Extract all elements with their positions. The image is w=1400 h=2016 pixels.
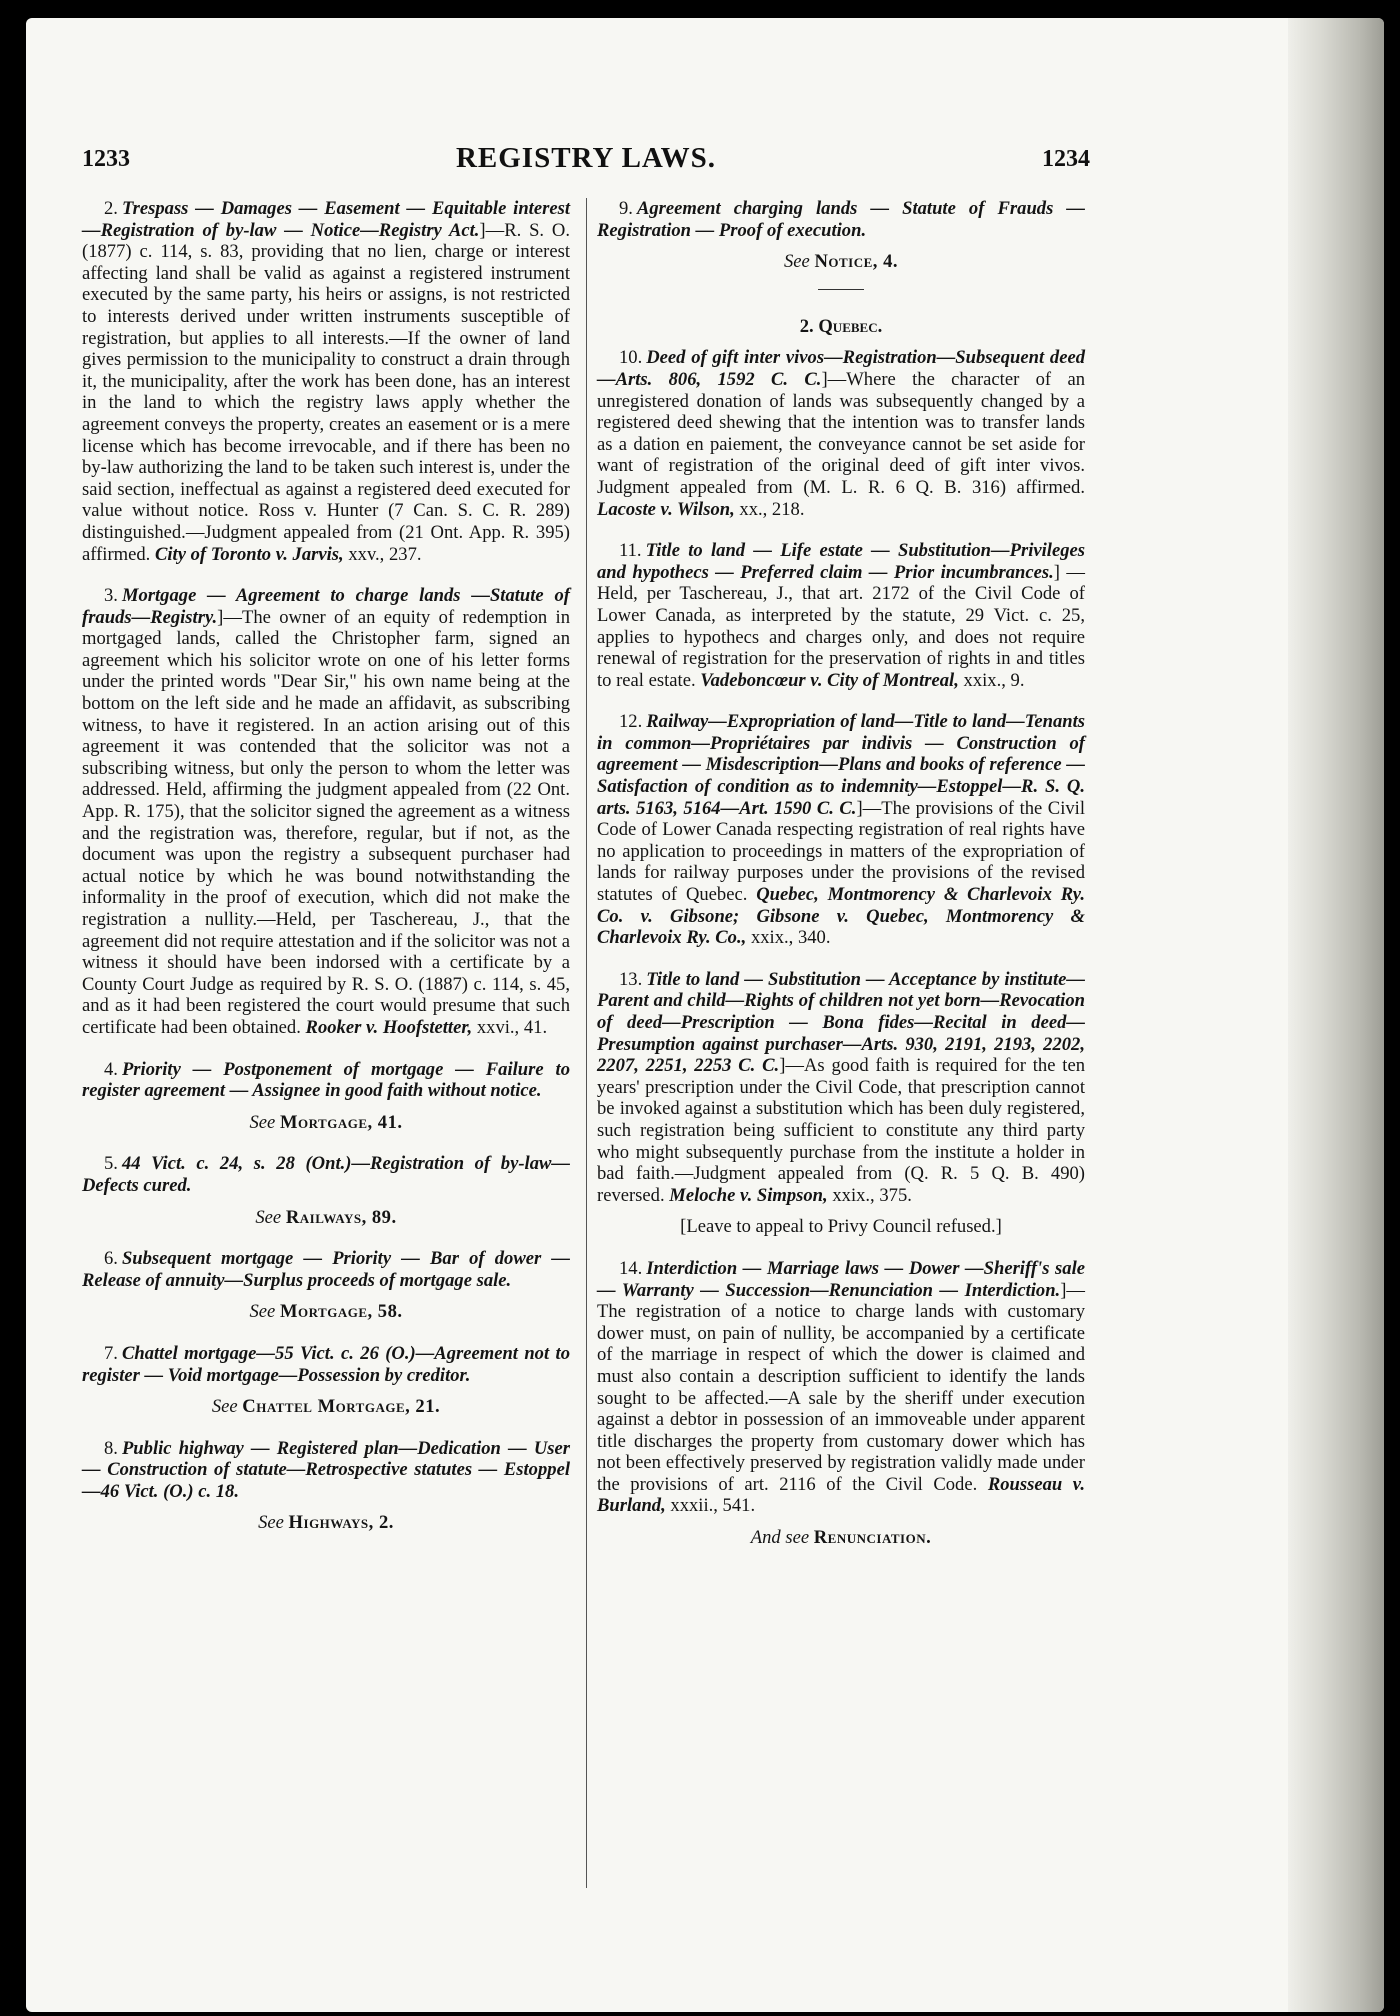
- left-column: [82, 198, 570, 1554]
- entry-12: [597, 711, 1085, 949]
- see-target: Mortgage, 41.: [279, 1111, 403, 1133]
- entry-number: 7.: [104, 1342, 118, 1364]
- entry-heading: Public highway — Registered plan—Dedication — User — Construction of statute—Retrospective statutes — Estoppel—46 Vict. (O.) c. 18.: [82, 1437, 570, 1502]
- entry-heading: Subsequent mortgage — Priority — Bar of dower — Release of annuity—Surplus proceeds of mortgage sale.: [82, 1248, 570, 1291]
- see-word: See: [249, 1301, 276, 1323]
- entry-text: ]—R. S. O. (1877) c. 114, s. 83, providing that no lien, charge or interest affecting land shall be valid as against a registered instrument executed by the same party, his heirs or assigns, is not restricted to interests derived under written instruments susceptible of registration, but applies to all interests.—If the owner of land gives permission to the municipality to construct a drain through it, the municipality, after the work has been done, has an interest in the land to which the registry laws apply whether the agreement conveys the property, creates an easement or is a mere license which has become irrevocable, and if there has been no by-law authorizing the land to be taken such interest is, under the said section, ineffectual as against a registered deed executed for value without notice. Ross v. Hunter (7 Can. S. C. R. 289) distinguished.—Judgment appealed from (21 Ont. App. R. 395) affirmed.: [82, 219, 570, 565]
- entry-text: ]—As good faith is required for the ten years' prescription under the Civil Code, that prescription cannot be invoked against a substitution which has been duly registered, such registration being sufficient to constitute any third party who might subsequently purchase from the institute a holder in bad faith.—Judgment appealed from (Q. R. 5 Q. B. 490) reversed.: [597, 1055, 1085, 1206]
- see-target: Chattel Mortgage, 21.: [242, 1396, 441, 1418]
- entry-7: [82, 1343, 570, 1386]
- entry-heading: Title to land — Substitution — Acceptance by institute—Parent and child—Rights of children not yet born—Revocation of deed—Prescription — Bona fides—Recital in deed—Presumption against purchaser—Arts. 930, 2191, 2193, 2202, 2207, 2251, 2253 C. C.: [597, 968, 1085, 1077]
- see-reference: [597, 1527, 1085, 1549]
- entry-4: [82, 1059, 570, 1102]
- case-name: Rooker v. Hoofstetter,: [305, 1016, 473, 1038]
- entry-text: ]—The provisions of the Civil Code of Lower Canada respecting registration of real rights have no application to proceedings in matters of the expropriation of lands for railway purposes under the provisions of the revised statutes of Quebec.: [597, 797, 1086, 906]
- case-citation: xxxii., 541.: [670, 1495, 756, 1517]
- see-word: See: [258, 1512, 284, 1534]
- entry-text: ]—Where the character of an unregistered donation of lands was subsequently changed by a registered deed shewing that the intention was to transfer lands as a dation en paiement, the conveyance cannot be set aside for want of registration of the original deed of gift inter vivos. Judgment appealed from (M. L. R. 6 Q. B. 316) affirmed.: [597, 368, 1085, 498]
- right-column: [597, 198, 1085, 1569]
- case-name: Quebec, Montmorency & Charlevoix Ry. Co. v. Gibsone; Gibsone v. Quebec, Montmorency & Charlevoix Ry. Co.,: [597, 884, 1085, 949]
- case-citation: xx., 218.: [739, 498, 805, 520]
- entry-heading: Interdiction — Marriage laws — Dower —Sheriff's sale — Warranty — Succession—Renunciation — Interdiction.: [597, 1257, 1085, 1301]
- entry-text: ]—The owner of an equity of redemption in mortgaged lands, called the Christopher farm, signed an agreement which his solicitor wrote on one of his letter forms under the printed words "Dear Sir," his own name being at the bottom on the left side and he made an affidavit, as subscribing witness, to have it registered. In an action arising out of this agreement it was contended that the solicitor was not a subscribing witness, but only the person to whom the letter was addressed. Held, affirming the judgment appealed from (22 Ont. App. R. 175), that the solicitor signed the agreement as a witness and the registration was, therefore, regular, but if not, as the document was upon the registry a subsequent purchaser had actual notice by which he was bound notwithstanding the informality in the proof of execution, which did not make the registration a nullity.—Held, per Taschereau, J., that the agreement did not require attestation and if the solicitor was not a witness it should have been indorsed with a certificate by a County Court Judge as required by R. S. O. (1887) c. 114, s. 45, and as it had been registered the court would presume that such certificate had been obtained.: [82, 606, 570, 1038]
- entry-heading: Priority — Postponement of mortgage — Failure to register agreement — Assignee in good faith without notice.: [82, 1058, 570, 1102]
- section-rule: [818, 289, 864, 290]
- entry-10: [597, 347, 1085, 520]
- see-word: See: [249, 1111, 276, 1133]
- entry-number: 10.: [619, 347, 643, 369]
- case-name: Lacoste v. Wilson,: [597, 498, 735, 520]
- section-heading-quebec: 2. Quebec.: [799, 315, 883, 337]
- column-divider: [586, 198, 587, 1888]
- entry-number: 14.: [619, 1257, 643, 1279]
- entry-number: 11.: [619, 540, 642, 562]
- page-edge-shadow: [1288, 18, 1384, 2012]
- entry-number: 2.: [104, 198, 118, 219]
- case-name: Rousseau v. Burland,: [597, 1473, 1085, 1517]
- case-citation: xxv., 237.: [348, 543, 422, 565]
- see-reference: [82, 1112, 570, 1134]
- see-reference: [82, 1396, 570, 1418]
- entry-2: [82, 198, 570, 565]
- entry-number: 3.: [104, 585, 118, 607]
- see-word: See: [783, 251, 810, 273]
- see-reference: [82, 1207, 570, 1229]
- entry-heading: Deed of gift inter vivos—Registration—Subsequent deed—Arts. 806, 1592 C. C.: [597, 347, 1085, 390]
- case-citation: xxvi., 41.: [476, 1016, 548, 1038]
- entry-heading: Agreement charging lands — Statute of Frauds — Registration — Proof of execution.: [597, 198, 1085, 241]
- leave-note: [Leave to appeal to Privy Council refused.]: [680, 1216, 1002, 1238]
- entry-heading: Railway—Expropriation of land—Title to land—Tenants in common—Propriétaires par indivis — Construction of agreement — Misdescription—Plans and books of reference —Satisfaction of condition as to indemnity—Estoppel—R. S. Q. arts. 5163, 5164—Art. 1590 C. C.: [597, 711, 1085, 819]
- case-citation: xxix., 9.: [963, 669, 1025, 691]
- entry-8: [82, 1438, 570, 1503]
- page-number-left: 1233: [82, 146, 130, 172]
- entry-9: [597, 198, 1085, 241]
- entry-heading: Chattel mortgage—55 Vict. c. 26 (O.)—Agreement not to register — Void mortgage—Possession by creditor.: [82, 1342, 570, 1386]
- see-reference: [82, 1512, 570, 1534]
- entry-heading: 44 Vict. c. 24, s. 28 (Ont.)—Registration of by-law—Defects cured.: [82, 1153, 570, 1196]
- see-reference: [597, 251, 1085, 273]
- entry-text: ]—The registration of a notice to charge lands with customary dower must, on pain of nullity, be accompanied by a certificate of the marriage in respect of which the dower is claimed and must also contain a description sufficient to identify the lands sought to be affected.—A sale by the sheriff under execution against a debtor in possession of an immoveable under apparent title discharges the property from customary dower which has not been effectively preserved by registration validly made under the provisions of art. 2116 of the Civil Code.: [597, 1279, 1085, 1495]
- see-target: Highways, 2.: [288, 1512, 394, 1534]
- entry-number: 4.: [104, 1058, 118, 1080]
- case-name: Meloche v. Simpson,: [669, 1184, 828, 1206]
- see-target: Mortgage, 58.: [279, 1301, 403, 1323]
- case-name: City of Toronto v. Jarvis,: [154, 543, 344, 565]
- case-citation: xxix., 340.: [750, 927, 831, 949]
- case-name: Vadeboncœur v. City of Montreal,: [700, 669, 959, 691]
- entry-number: 8.: [104, 1437, 118, 1459]
- see-target: Notice, 4.: [814, 251, 899, 273]
- entry-number: 9.: [619, 198, 633, 219]
- entry-heading: Trespass — Damages — Easement — Equitable interest—Registration of by-law — Notice—Registry Act.: [82, 198, 570, 241]
- entry-heading: Mortgage — Agreement to charge lands —Statute of frauds—Registry.: [82, 585, 570, 628]
- entry-14: [597, 1258, 1085, 1517]
- entry-3: [82, 585, 570, 1038]
- see-word: See: [255, 1206, 282, 1228]
- entry-number: 13.: [619, 968, 643, 990]
- entry-number: 12.: [619, 711, 643, 733]
- entry-number: 6.: [104, 1248, 118, 1270]
- entry-5: [82, 1153, 570, 1196]
- page-header: [82, 142, 1090, 182]
- entry-11: [597, 540, 1085, 691]
- entry-text: ] — Held, per Taschereau, J., that art. 2172 of the Civil Code of Lower Canada, as interpreted by the statute, 29 Vict. c. 25, applies to hypothecs and charges only, and does not require renewal of registration for the preservation of rights in and titles to real estate.: [597, 561, 1085, 691]
- page-number-right: 1234: [1042, 146, 1090, 172]
- see-word: And see: [750, 1527, 810, 1549]
- entry-6: [82, 1248, 570, 1291]
- running-title: REGISTRY LAWS.: [455, 142, 717, 174]
- entry-number: 5.: [104, 1153, 118, 1175]
- entry-heading: Title to land — Life estate — Substitution—Privileges and hypothecs — Preferred claim — Prior incumbrances.: [597, 540, 1085, 583]
- see-word: See: [211, 1396, 238, 1418]
- see-reference: [82, 1301, 570, 1323]
- see-target: Renunciation.: [813, 1527, 932, 1549]
- case-citation: xxix., 375.: [832, 1184, 912, 1206]
- see-target: Railways, 89.: [285, 1206, 397, 1228]
- entry-13: [597, 969, 1085, 1207]
